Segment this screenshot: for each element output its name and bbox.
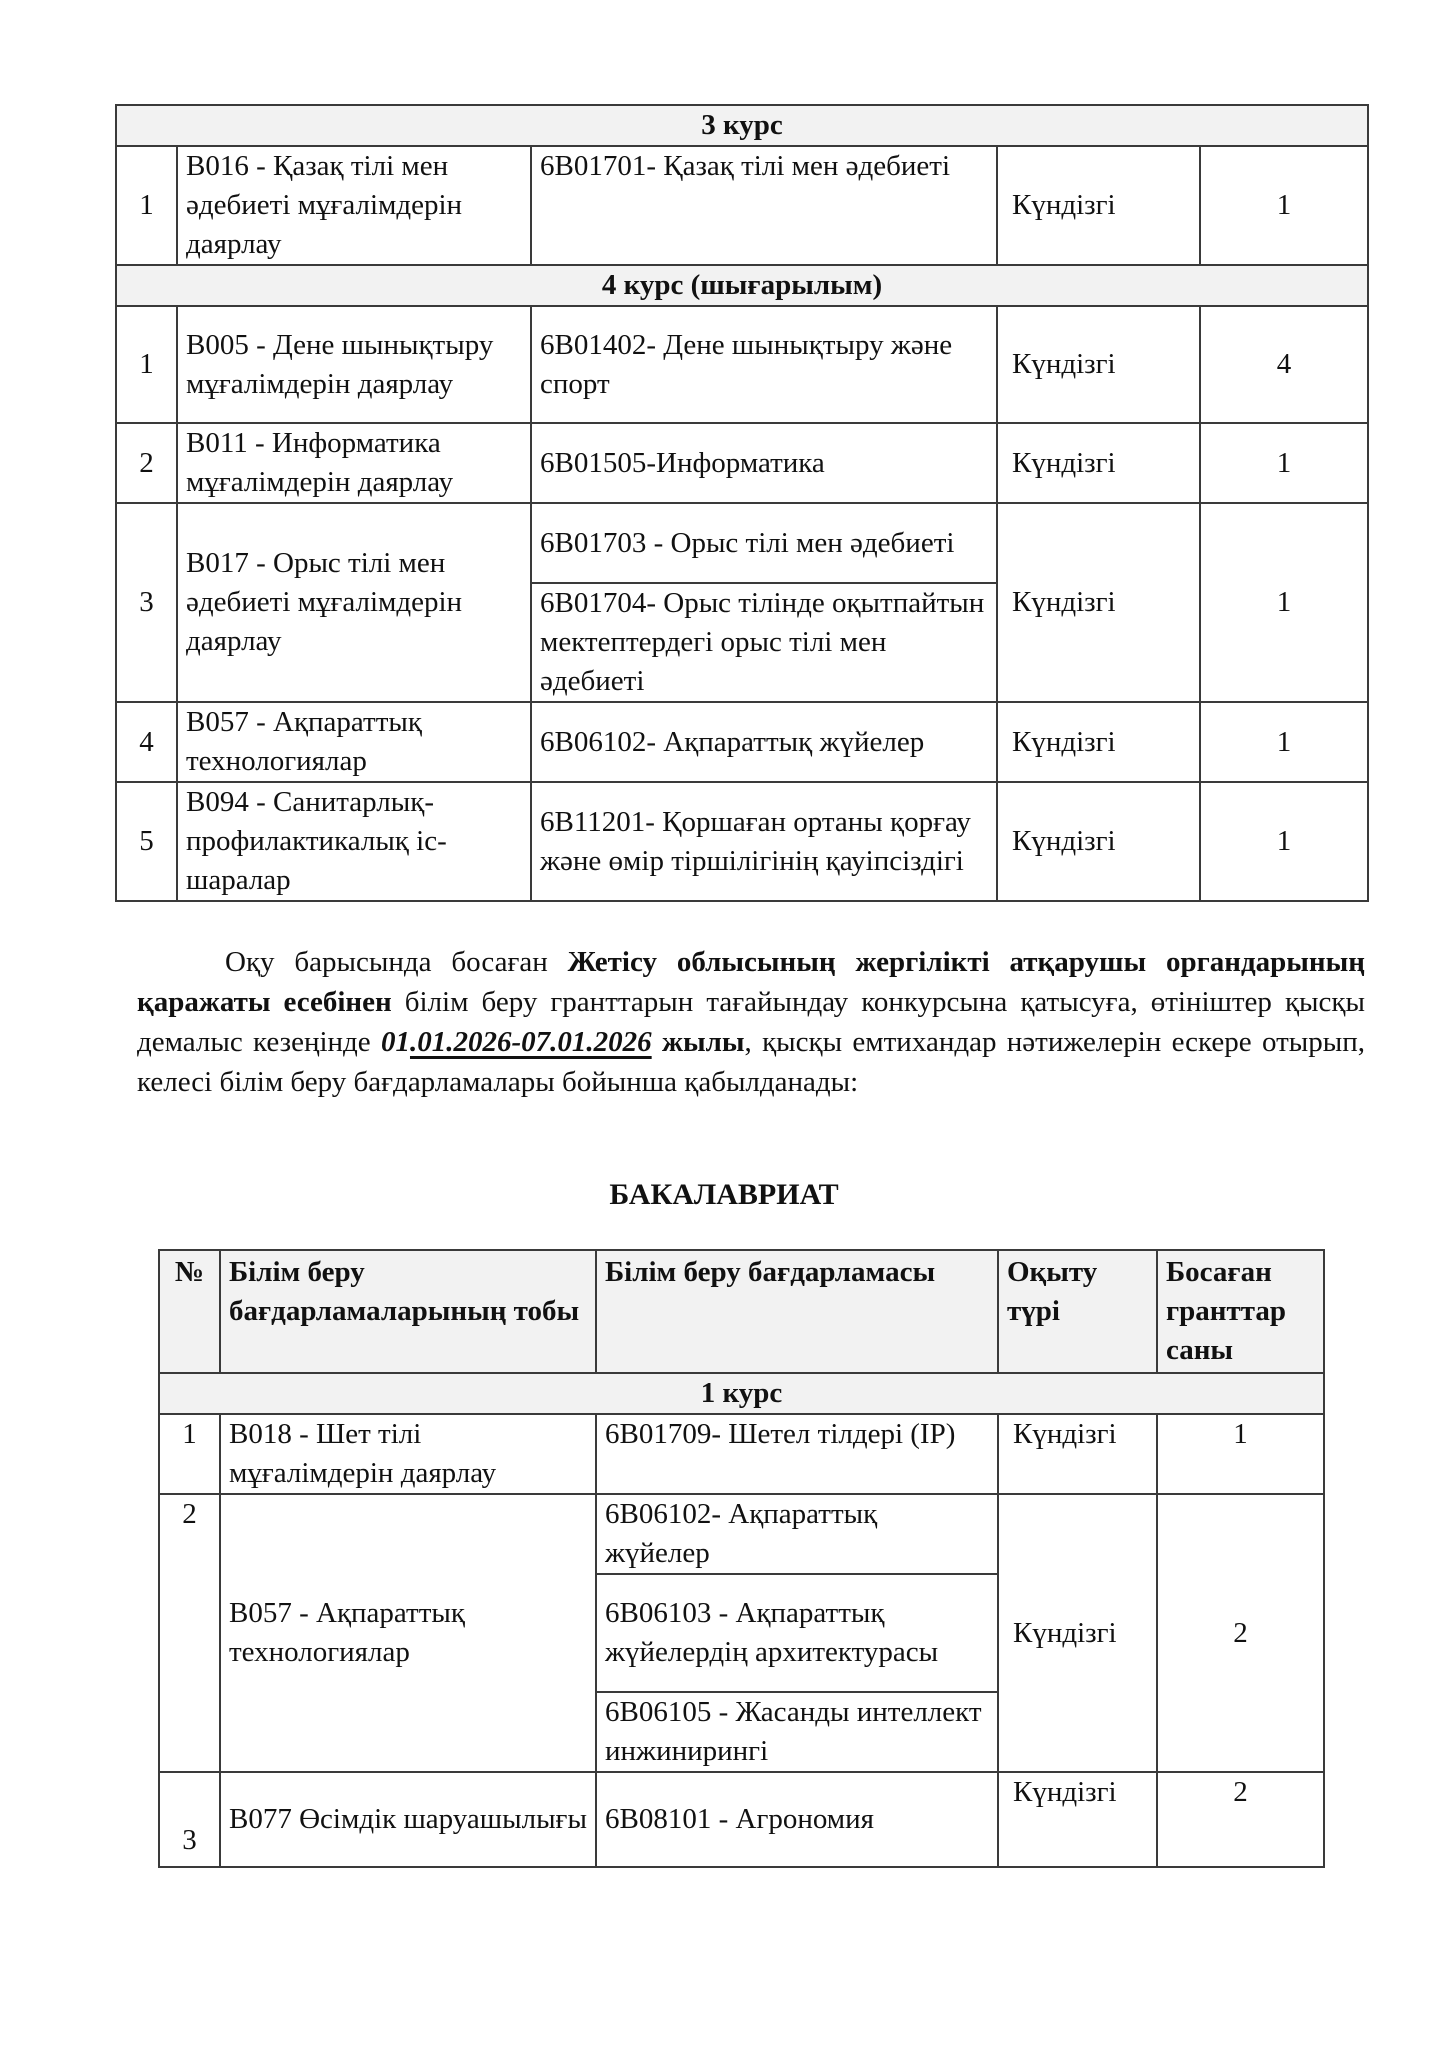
bachelor-grants-table	[158, 1249, 1325, 1868]
table-row	[159, 1772, 1324, 1867]
study-mode: Күндізгі	[997, 306, 1200, 423]
date-start-day: 01	[380, 1026, 410, 1058]
admission-notice-paragraph	[137, 942, 1365, 1102]
funding-source: Жетісу облысының жергілікті атқарушы органдарының қаражаты есебінен	[137, 946, 1365, 1018]
study-mode: Күндізгі	[997, 503, 1200, 702]
header-grant-count: Босаған гранттар саны	[1157, 1250, 1324, 1373]
grant-count: 4	[1200, 306, 1368, 423]
program-name: 6В06102- Ақпараттық жүйелер	[531, 702, 997, 782]
program-group: В005 - Дене шынықтыру мұғалімдерін даярлау	[177, 306, 531, 423]
header-study-mode: Оқыту түрі	[998, 1250, 1157, 1373]
row-number: 5	[116, 782, 177, 901]
table-row	[116, 306, 1368, 423]
date-range-underlined: .01.2026-07.01.2026	[409, 1026, 652, 1058]
program-group: В018 - Шет тілі мұғалімдерін даярлау	[220, 1414, 596, 1494]
header-number: №	[159, 1250, 220, 1373]
header-program: Білім беру бағдарламасы	[596, 1250, 998, 1373]
study-mode: Күндізгі	[997, 702, 1200, 782]
course-label: 4 курс (шығарылым)	[116, 265, 1368, 306]
row-number: 2	[116, 423, 177, 503]
row-number: 3	[159, 1772, 220, 1867]
table-row	[116, 503, 1368, 583]
grant-count: 1	[1157, 1414, 1324, 1494]
year-word: жылы	[661, 1026, 745, 1058]
header-program-group: Білім беру бағдарламаларының тобы	[220, 1250, 596, 1373]
study-mode: Күндізгі	[997, 782, 1200, 901]
course-label: 3 курс	[116, 105, 1368, 146]
course-header-row	[116, 105, 1368, 146]
row-number: 1	[116, 146, 177, 265]
grants-table-continued	[115, 104, 1369, 902]
study-mode: Күндізгі	[997, 423, 1200, 503]
program-group: В011 - Информатика мұғалімдерін даярлау	[177, 423, 531, 503]
grant-count: 1	[1200, 423, 1368, 503]
program-name: 6В06102- Ақпараттық жүйелер	[596, 1494, 998, 1574]
row-number: 2	[159, 1494, 220, 1772]
table-row	[159, 1494, 1324, 1574]
program-group: В077 Өсімдік шаруашылығы	[220, 1772, 596, 1867]
program-group: В094 - Санитарлық-профилактикалық іс-шаралар	[177, 782, 531, 901]
grant-count: 1	[1200, 702, 1368, 782]
row-number: 1	[159, 1414, 220, 1494]
table-row	[116, 782, 1368, 901]
course-label: 1 курс	[159, 1373, 1324, 1414]
program-name: 6В01704- Орыс тілінде оқытпайтын мектептердегі орыс тілі мен әдебиеті	[531, 583, 997, 702]
program-name: 6В06105 - Жасанды интеллект инжинирингі	[596, 1692, 998, 1772]
table-row	[116, 702, 1368, 782]
course-header-row	[159, 1373, 1324, 1414]
study-mode: Күндізгі	[998, 1772, 1157, 1867]
program-name: 6В08101 - Агрономия	[596, 1772, 998, 1867]
application-period	[381, 1026, 652, 1058]
grant-count: 1	[1200, 503, 1368, 702]
notice-mid: білім беру гранттарын тағайындау конкурсына қатысуға, өтініштер қысқы демалыс кезеңінде	[137, 986, 1365, 1058]
study-mode: Күндізгі	[998, 1414, 1157, 1494]
grant-count: 1	[1200, 146, 1368, 265]
program-name: 6В01402- Дене шынықтыру және спорт	[531, 306, 997, 423]
table-row	[159, 1414, 1324, 1494]
program-group: В057 - Ақпараттық технологиялар	[220, 1494, 596, 1772]
grant-count: 2	[1157, 1772, 1324, 1867]
table-row	[116, 146, 1368, 265]
program-name: 6В06103 - Ақпараттық жүйелердің архитектурасы	[596, 1574, 998, 1692]
notice-intro: Оқу барысында босаған	[225, 946, 568, 978]
program-name: 6В11201- Қоршаған ортаны қорғау және өмір тіршілігінің қауіпсіздігі	[531, 782, 997, 901]
row-number: 3	[116, 503, 177, 702]
section-title: БАКАЛАВРИАТ	[609, 1178, 839, 1211]
study-mode: Күндізгі	[998, 1494, 1157, 1772]
program-name: 6В01703 - Орыс тілі мен әдебиеті	[531, 503, 997, 583]
program-name: 6В01701- Қазақ тілі мен әдебиеті	[531, 146, 997, 265]
program-group: В057 - Ақпараттық технологиялар	[177, 702, 531, 782]
study-mode: Күндізгі	[997, 146, 1200, 265]
notice-tail: , қысқы емтихандар нәтижелерін ескере отырып, келесі білім беру бағдарламалары бойынша қабылданады:	[137, 1026, 1365, 1098]
program-group: В016 - Қазақ тілі мен әдебиеті мұғалімдерін даярлау	[177, 146, 531, 265]
grant-count: 1	[1200, 782, 1368, 901]
table-row	[116, 423, 1368, 503]
program-name: 6В01505-Информатика	[531, 423, 997, 503]
program-name: 6В01709- Шетел тілдері (IP)	[596, 1414, 998, 1494]
row-number: 1	[116, 306, 177, 423]
course-header-row	[116, 265, 1368, 306]
program-group: В017 - Орыс тілі мен әдебиеті мұғалімдерін даярлау	[177, 503, 531, 702]
table-header-row	[159, 1250, 1324, 1373]
grant-count: 2	[1157, 1494, 1324, 1772]
row-number: 4	[116, 702, 177, 782]
